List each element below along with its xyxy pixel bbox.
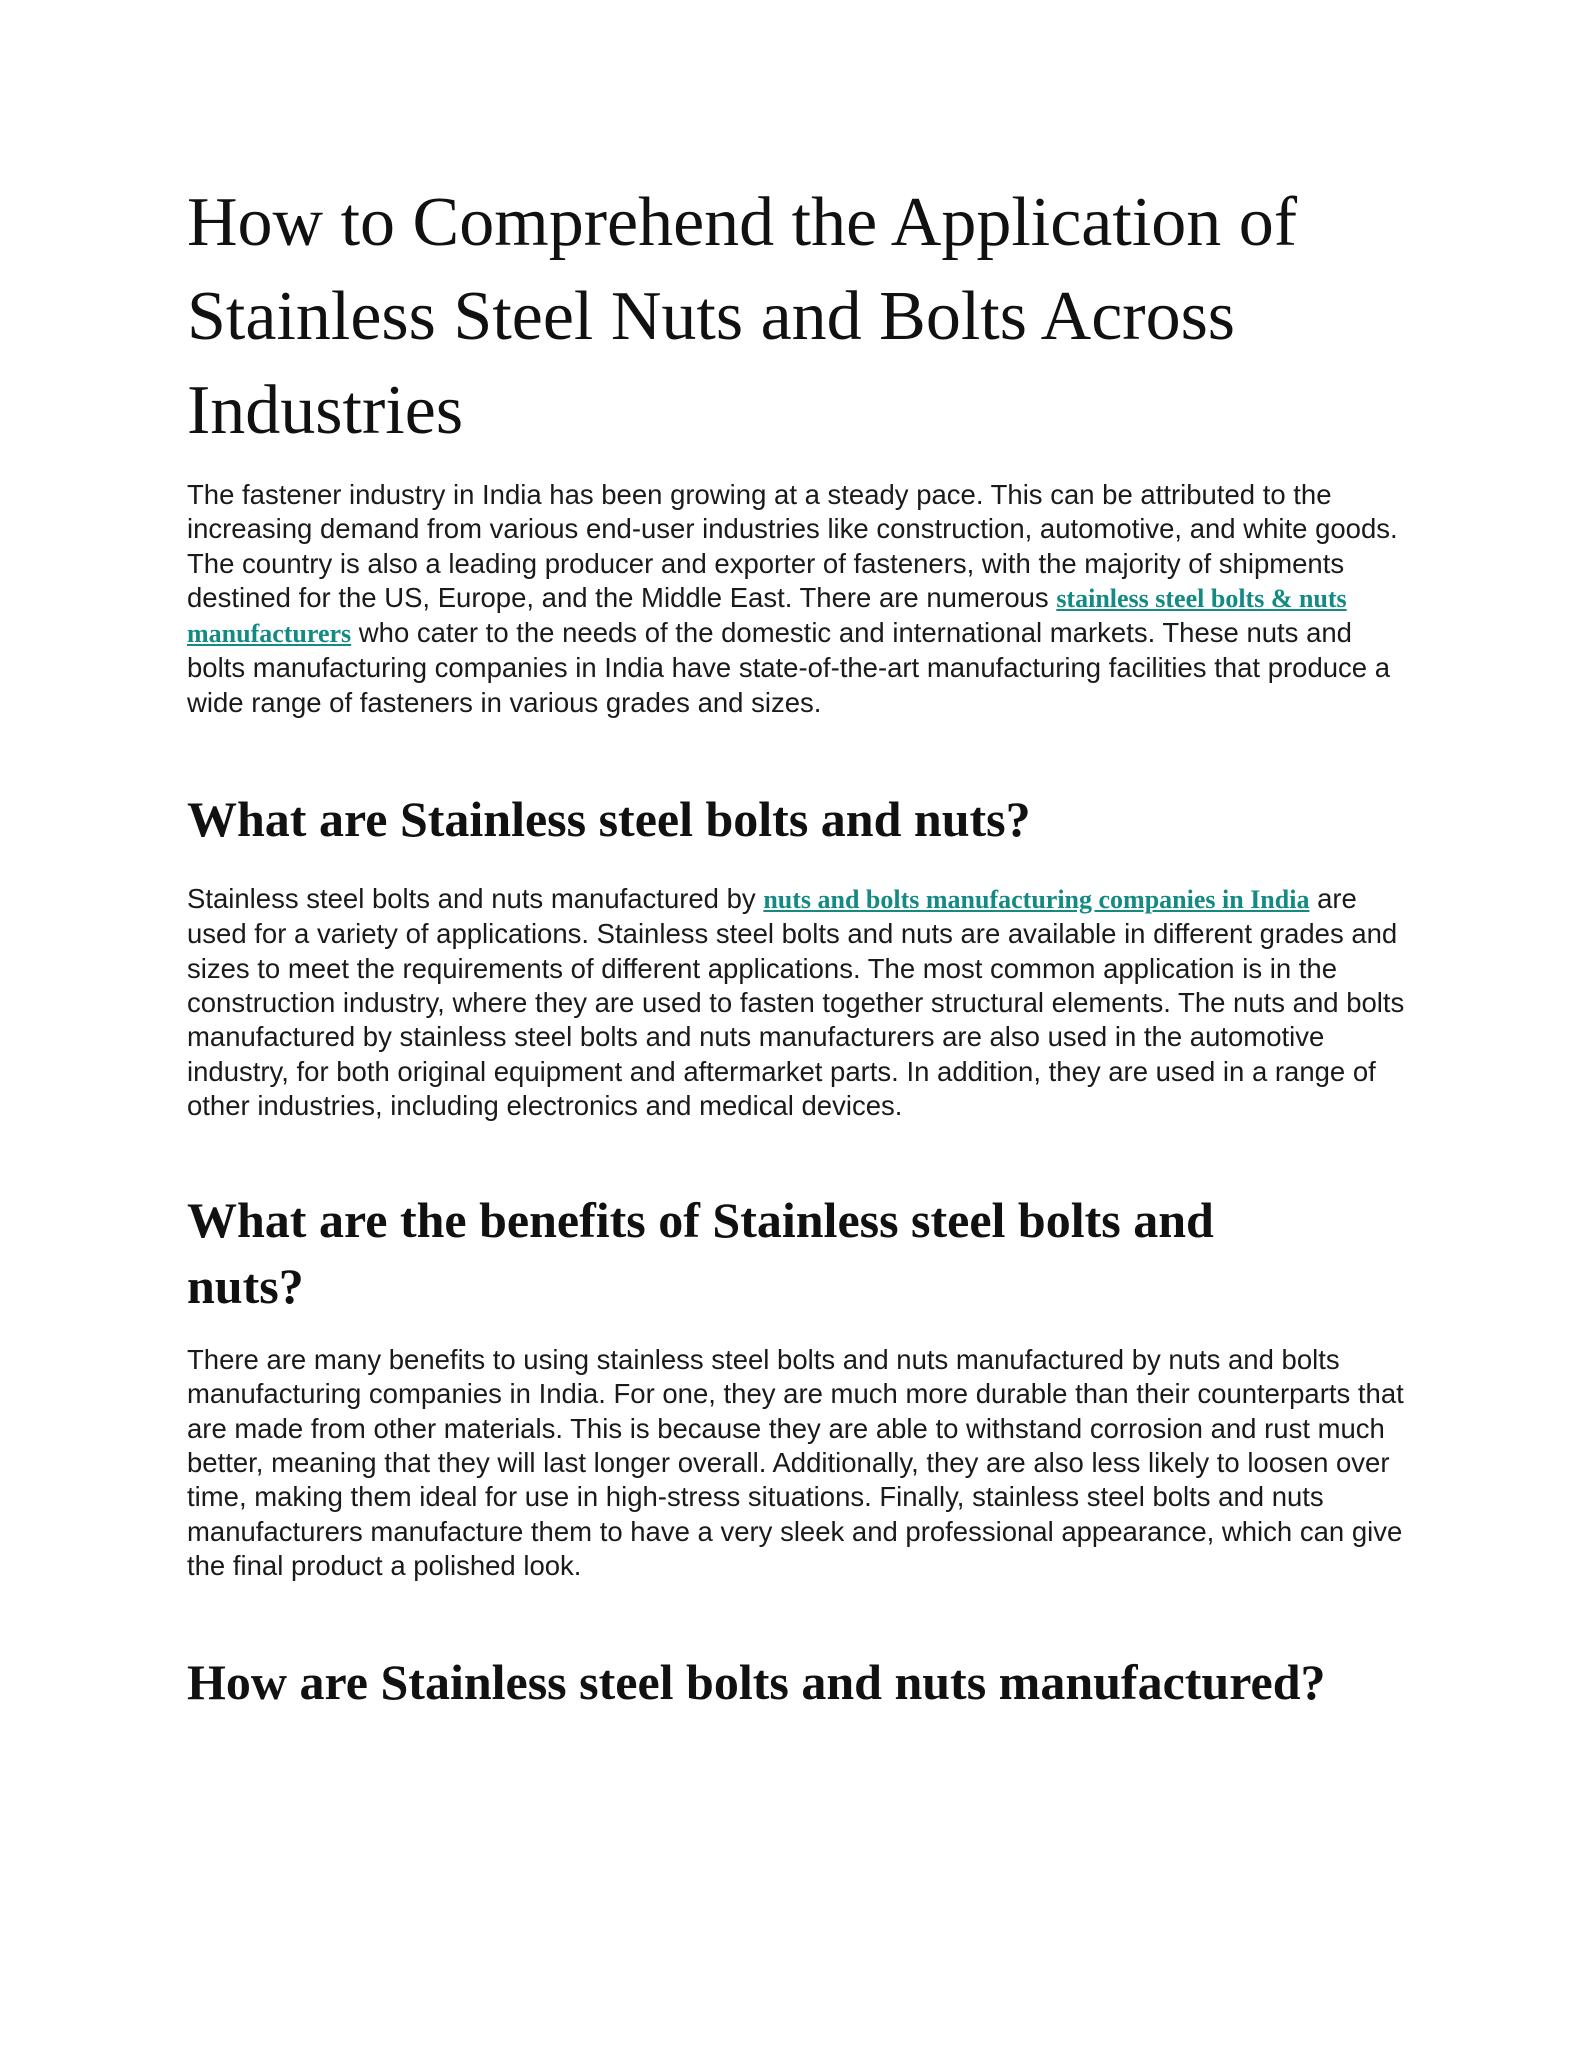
intro-text-after-link: who cater to the needs of the domestic and international markets. These nuts and bolts manufacturing companies in India have state-of-the-art manufacturing facilities that produce a wide range of fasteners in various grades and sizes. bbox=[187, 617, 1391, 718]
document-content bbox=[187, 176, 1407, 1715]
what-text-after-link: are used for a variety of applications. Stainless steel bolts and nuts are available in different grades and sizes to meet the requirements of different applications. The most common application is in the construction industry, where they are used to fasten together structural elements. The nuts and bolts manufactured by stainless steel bolts and nuts manufacturers are also used in the automotive industry, for both original equipment and aftermarket parts. In addition, they are used in a range of other industries, including electronics and medical devices. bbox=[187, 883, 1405, 1121]
section-heading-benefits: What are the benefits of Stainless steel bolts and nuts? bbox=[187, 1192, 1214, 1315]
what-text-before-link: Stainless steel bolts and nuts manufactured by bbox=[187, 883, 764, 915]
intro-text-before-link: The fastener industry in India has been growing at a steady pace. This can be attributed to the increasing demand from various end-user industries like construction, automotive, and white goods. The country is also a leading producer and exporter of fasteners, with the majority of shipments destined for the US, Europe, and the Middle East. There are numerous bbox=[187, 479, 1398, 613]
what-paragraph bbox=[187, 882, 1407, 1123]
section-heading-how: How are Stainless steel bolts and nuts manufactured? bbox=[187, 1654, 1326, 1711]
section-heading-what: What are Stainless steel bolts and nuts? bbox=[187, 791, 1031, 848]
manufacturers-link[interactable]: stainless steel bolts & nuts manufacturers bbox=[187, 583, 1347, 649]
intro-paragraph bbox=[187, 478, 1407, 720]
companies-link[interactable]: nuts and bolts manufacturing companies in India bbox=[763, 885, 1310, 915]
document-title: How to Comprehend the Application of Stainless Steel Nuts and Bolts Across Industries bbox=[187, 184, 1298, 449]
benefits-paragraph: There are many benefits to using stainless steel bolts and nuts manufactured by nuts and bolts manufacturing companies in India. For one, they are much more durable than their counterparts that are made from other materials. This is because they are able to withstand corrosion and rust much better, meaning that they will last longer overall. Additionally, they are also less likely to loosen over time, making them ideal for use in high-stress situations. Finally, stainless steel bolts and nuts manufacturers manufacture them to have a very sleek and professional appearance, which can give the final product a polished look. bbox=[187, 1344, 1404, 1581]
